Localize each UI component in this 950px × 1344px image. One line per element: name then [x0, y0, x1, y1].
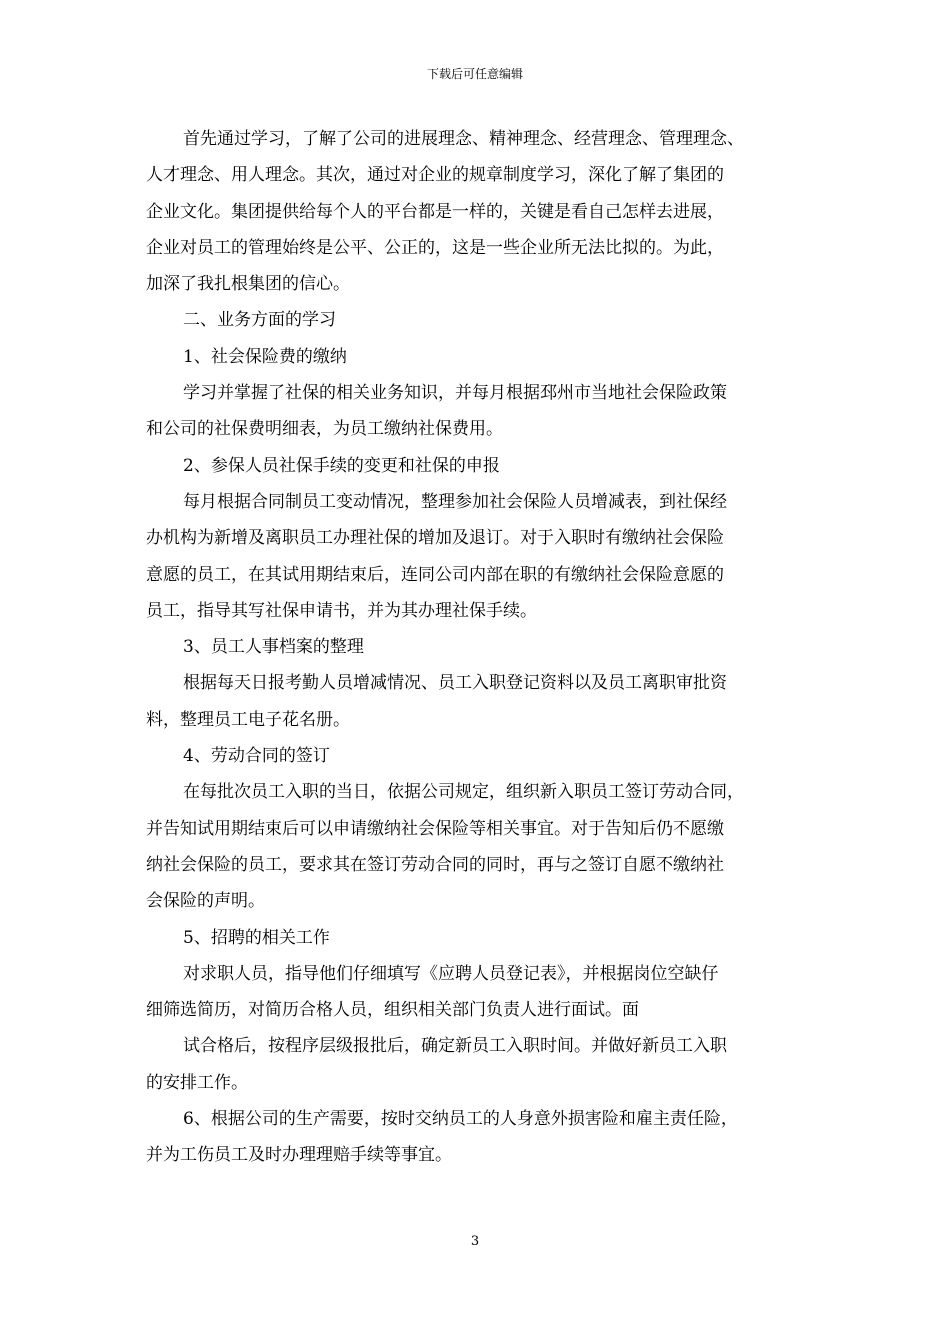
text-line: 纳社会保险的员工，要求其在签订劳动合同的同时，再与之签订自愿不缴纳社	[146, 854, 724, 875]
text-line: 6、根据公司的生产需要，按时交纳员工的人身意外损害险和雇主责任险，	[183, 1109, 738, 1130]
text-line: 学习并掌握了社保的相关业务知识，并每月根据邳州市当地社会保险政策	[183, 383, 727, 404]
text-line: 会保险的声明。	[146, 891, 265, 912]
text-line: 首先通过学习，了解了公司的进展理念、精神理念、经营理念、管理理念、	[183, 129, 744, 149]
text-line: 试合格后，按程序层级报批后，确定新员工入职时间。并做好新员工入职	[183, 1036, 727, 1057]
section-heading: 二、业务方面的学习	[183, 310, 336, 331]
text-line: 并告知试用期结束后可以申请缴纳社会保险等相关事宜。对于告知后仍不愿缴	[146, 818, 724, 839]
text-line: 细筛选简历，对简历合格人员，组织相关部门负责人进行面试。面	[146, 1000, 639, 1021]
text-line: 并为工伤员工及时办理理赔手续等事宜。	[146, 1145, 452, 1166]
text-line: 办机构为新增及离职员工办理社保的增加及退订。对于入职时有缴纳社会保险	[146, 528, 724, 549]
text-line: 和公司的社保费明细表，为员工缴纳社保费用。	[146, 419, 503, 440]
text-line: 料，整理员工电子花名册。	[146, 709, 350, 730]
text-line: 每月根据合同制员工变动情况，整理参加社会保险人员增减表，到社保经	[183, 491, 727, 512]
text-line: 企业文化。集团提供给每个人的平台都是一样的，关键是看自己怎样去进展，	[146, 201, 724, 222]
text-line: 人才理念、用人理念。其次，通过对企业的规章制度学习，深化了解了集团的	[146, 165, 724, 186]
subsection-heading: 5、招聘的相关工作	[183, 927, 330, 948]
text-line: 在每批次员工入职的当日，依据公司规定，组织新入职员工签订劳动合同，	[183, 782, 744, 803]
text-line: 员工，指导其写社保申请书，并为其办理社保手续。	[146, 600, 537, 621]
text-line: 意愿的员工，在其试用期结束后，连同公司内部在职的有缴纳社会保险意愿的	[146, 564, 724, 585]
page-number: 3	[470, 1234, 480, 1249]
document-body	[146, 121, 806, 1174]
subsection-heading: 4、劳动合同的签订	[183, 746, 330, 767]
text-line: 的安排工作。	[146, 1072, 248, 1093]
text-line: 加深了我扎根集团的信心。	[146, 274, 350, 295]
text-line: 根据每天日报考勤人员增减情况、员工入职登记资料以及员工离职审批资	[183, 673, 727, 694]
text-line: 对求职人员，指导他们仔细填写《应聘人员登记表》，并根据岗位空缺仔	[183, 963, 719, 984]
subsection-heading: 2、参保人员社保手续的变更和社保的申报	[183, 455, 500, 476]
subsection-heading: 3、员工人事档案的整理	[183, 637, 364, 658]
text-line: 企业对员工的管理始终是公平、公正的，这是一些企业所无法比拟的。为此，	[146, 237, 724, 258]
page-header: 下载后可任意编辑	[426, 67, 523, 81]
subsection-heading: 1、社会保险费的缴纳	[183, 346, 347, 367]
